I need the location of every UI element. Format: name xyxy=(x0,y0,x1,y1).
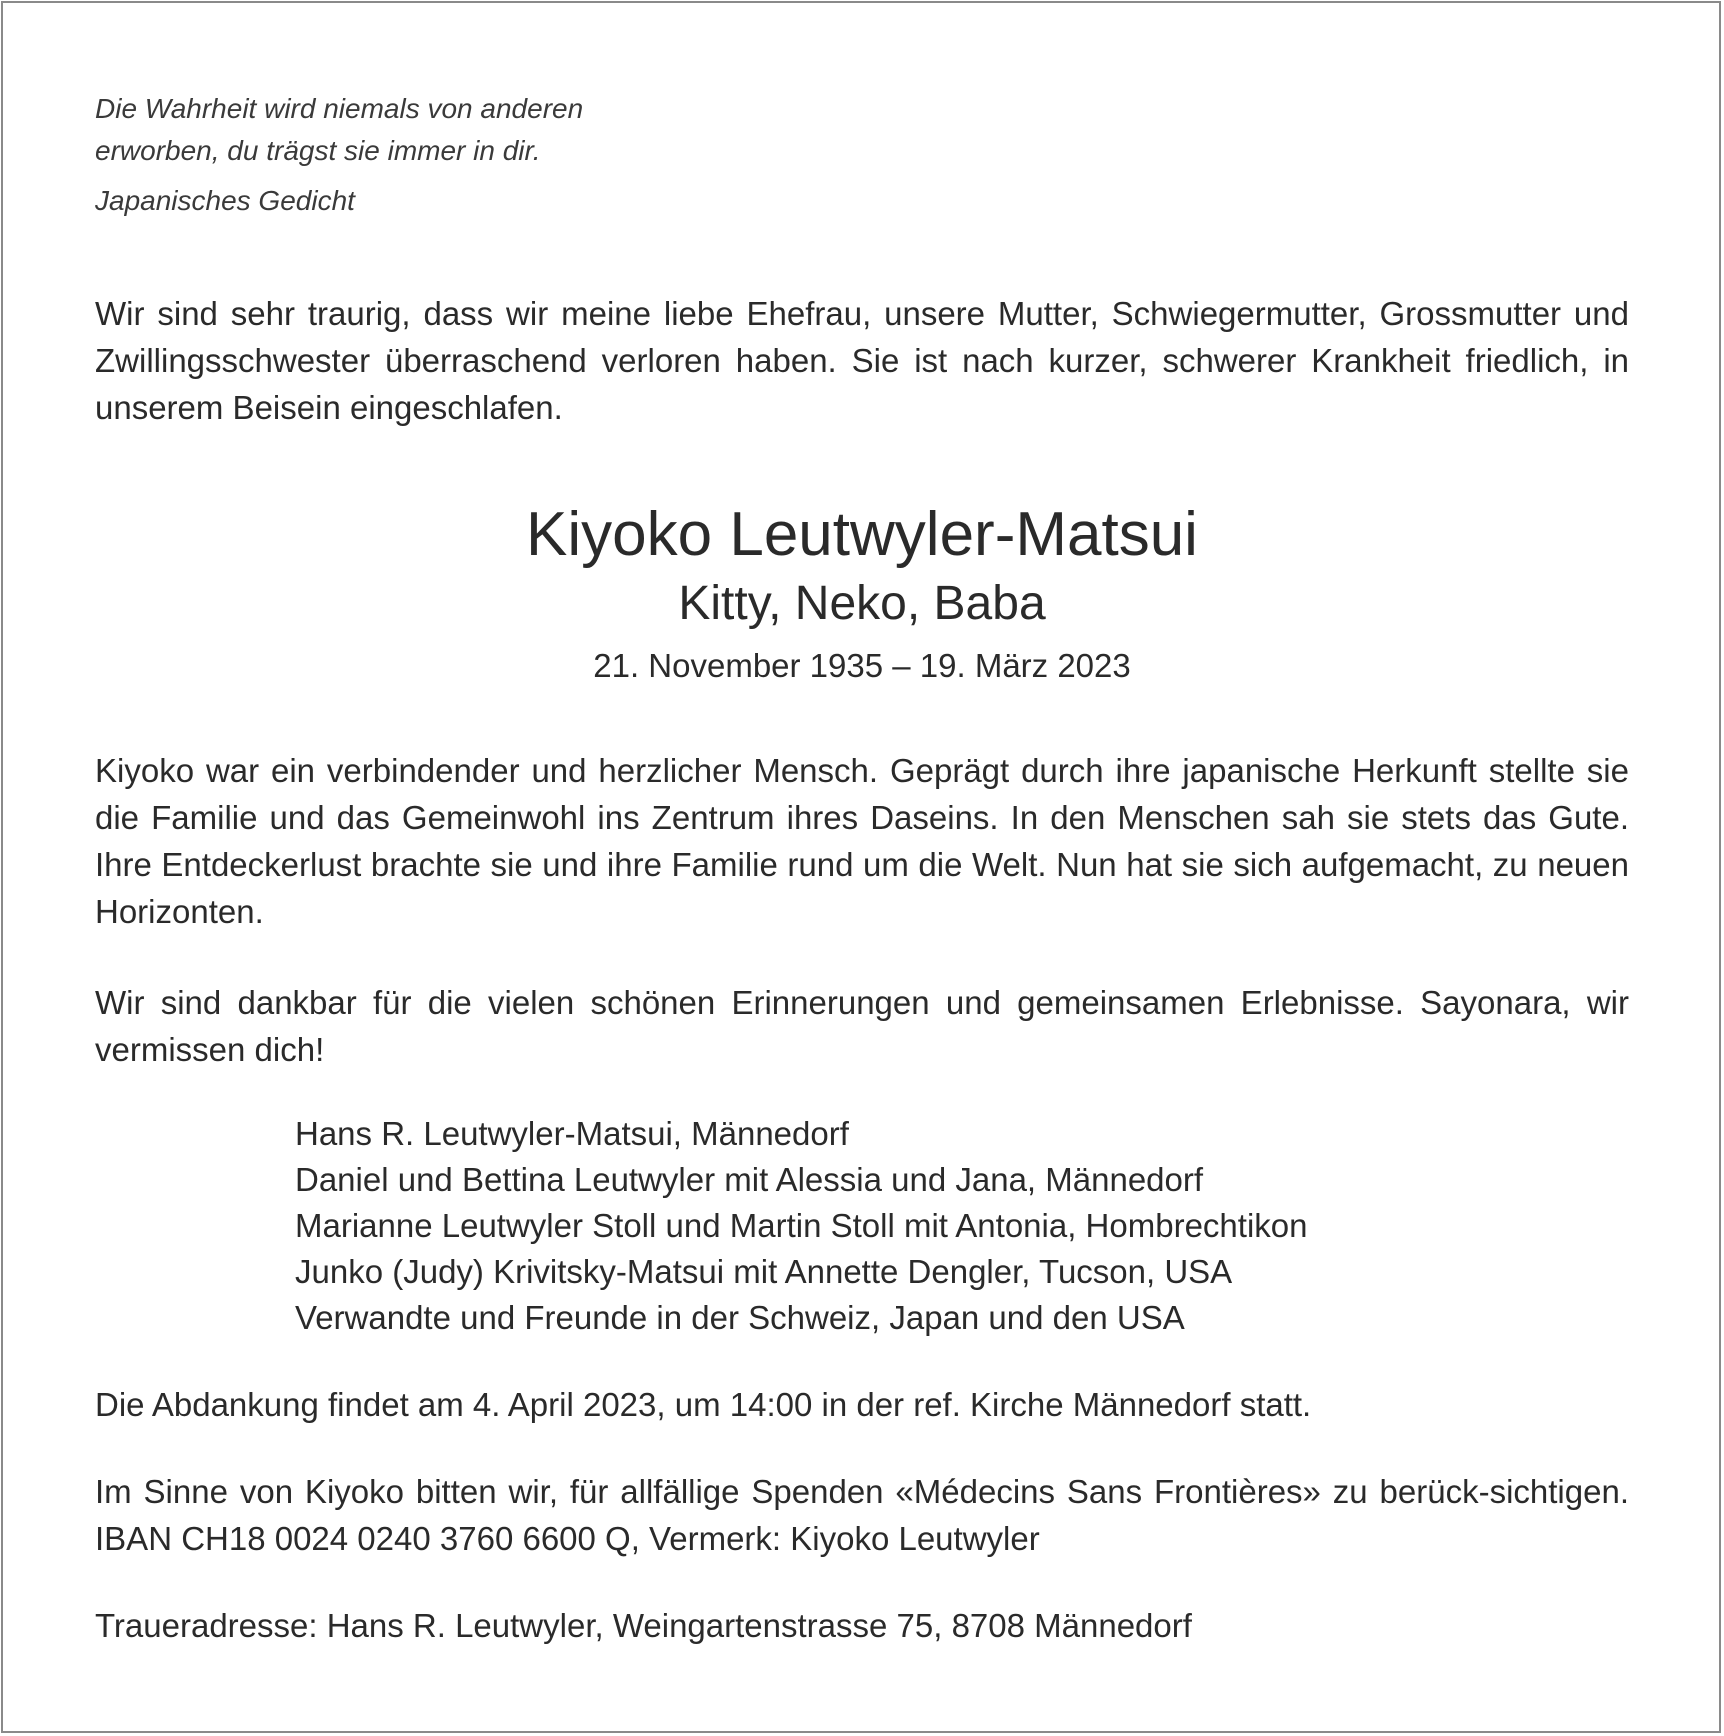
epigraph-source: Japanisches Gedicht xyxy=(95,185,355,216)
mourner-line: Junko (Judy) Krivitsky-Matsui mit Annette Dengler, Tucson, USA xyxy=(295,1253,1233,1290)
donation-info: Im Sinne von Kiyoko bitten wir, für allfällige Spenden «Médecins Sans Frontières» zu berück-sichtigen. IBAN CH18 0024 0240 3760 6600 Q, Vermerk: Kiyoko Leutwyler xyxy=(95,1473,1629,1557)
deceased-block xyxy=(95,497,1629,691)
epigraph-line-2: erworben, du trägst sie immer in dir. xyxy=(95,135,541,166)
biography-paragraph: Kiyoko war ein verbindender und herzlicher Mensch. Geprägt durch ihre japanische Herkunft stellte sie die Familie und das Gemeinwohl ins Zentrum ihres Daseins. In den Menschen sah sie stets das Gute. Ihre Entdeckerlust brachte sie und ihre Familie rund um die Welt. Nun hat sie sich aufgemacht, zu neuen Horizonten. xyxy=(95,752,1629,930)
epigraph xyxy=(95,88,1629,222)
life-dates: 21. November 1935 – 19. März 2023 xyxy=(593,647,1131,684)
obituary-notice xyxy=(95,88,1629,1649)
mourners-list xyxy=(295,1111,1629,1341)
epigraph-line-1: Die Wahrheit wird niemals von anderen xyxy=(95,93,584,124)
deceased-name: Kiyoko Leutwyler-Matsui xyxy=(526,500,1198,569)
mourner-line: Verwandte und Freunde in der Schweiz, Japan und den USA xyxy=(295,1299,1185,1336)
mourning-address: Traueradresse: Hans R. Leutwyler, Weingartenstrasse 75, 8708 Männedorf xyxy=(95,1607,1192,1644)
deceased-nicknames: Kitty, Neko, Baba xyxy=(678,577,1046,630)
thanks-paragraph: Wir sind dankbar für die vielen schönen Erinnerungen und gemeinsamen Erlebnisse. Sayonara, wir vermissen dich! xyxy=(95,984,1629,1068)
intro-paragraph: Wir sind sehr traurig, dass wir meine liebe Ehefrau, unsere Mutter, Schwiegermutter, Grossmutter und Zwillingsschwester überraschend verloren haben. Sie ist nach kurzer, schwerer Krankheit friedlich, in unserem Beisein eingeschlafen. xyxy=(95,295,1629,426)
mourner-line: Marianne Leutwyler Stoll und Martin Stoll mit Antonia, Hombrechtikon xyxy=(295,1207,1308,1244)
ceremony-info: Die Abdankung findet am 4. April 2023, um 14:00 in der ref. Kirche Männedorf statt. xyxy=(95,1386,1312,1423)
mourner-line: Hans R. Leutwyler-Matsui, Männedorf xyxy=(295,1115,849,1152)
mourner-line: Daniel und Bettina Leutwyler mit Alessia und Jana, Männedorf xyxy=(295,1161,1204,1198)
